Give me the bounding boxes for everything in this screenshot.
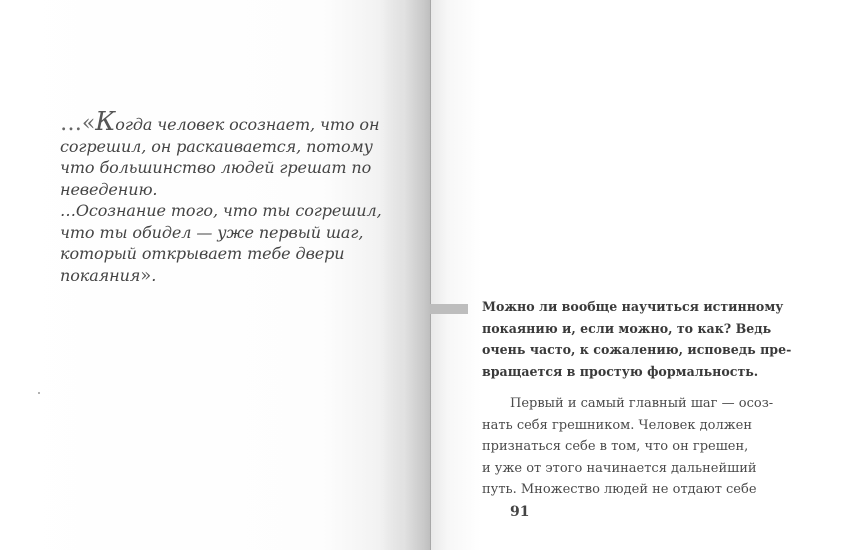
quote-end-period: . [151,265,157,285]
question-line: покаянию и, если можно, то как? Ведь [482,320,772,336]
quote-close-mark: » [140,264,152,286]
quote-open-mark: …« [60,111,96,136]
interview-question [482,296,812,382]
pull-quote [60,107,390,286]
answer-line: признаться себе в том, что он грешен, [482,439,749,454]
quote-line [60,107,390,137]
page-number: 91 [510,504,530,520]
quote-line: согрешил, он раскаивается, потому [60,136,373,156]
quote-line-text: покаяния [60,265,141,285]
quote-line: что большинство людей грешат по [60,158,372,177]
quote-line: что ты обидел — уже первый шаг, [60,222,364,242]
interview-answer [482,393,812,501]
question-line: Можно ли вообще научиться истинному [482,299,784,314]
quote-line: неведению. [60,179,158,199]
answer-line: нать себя грешником. Человек должен [482,417,753,433]
question-line: вращается в простую формальность. [482,363,759,379]
quote-line: который открывает тебе двери [60,244,345,263]
quote-line-text: огда человек осознает, что он [115,115,380,134]
paper-speck [38,392,40,394]
quote-line [60,265,390,287]
answer-line: и уже от этого начинается дальнейший [482,460,757,476]
question-marker-bar [430,304,468,314]
page-gutter-shadow [383,0,431,550]
question-line: очень часто, к сожалению, исповедь пре- [482,342,792,357]
page-fold [430,0,431,550]
quote-line: …Осознание того, что ты согрешил, [60,201,382,220]
answer-line: путь. Множество людей не отдают себе [482,482,757,497]
quote-initial-letter: К [95,107,116,137]
answer-line: Первый и самый главный шаг — осоз- [510,396,774,411]
